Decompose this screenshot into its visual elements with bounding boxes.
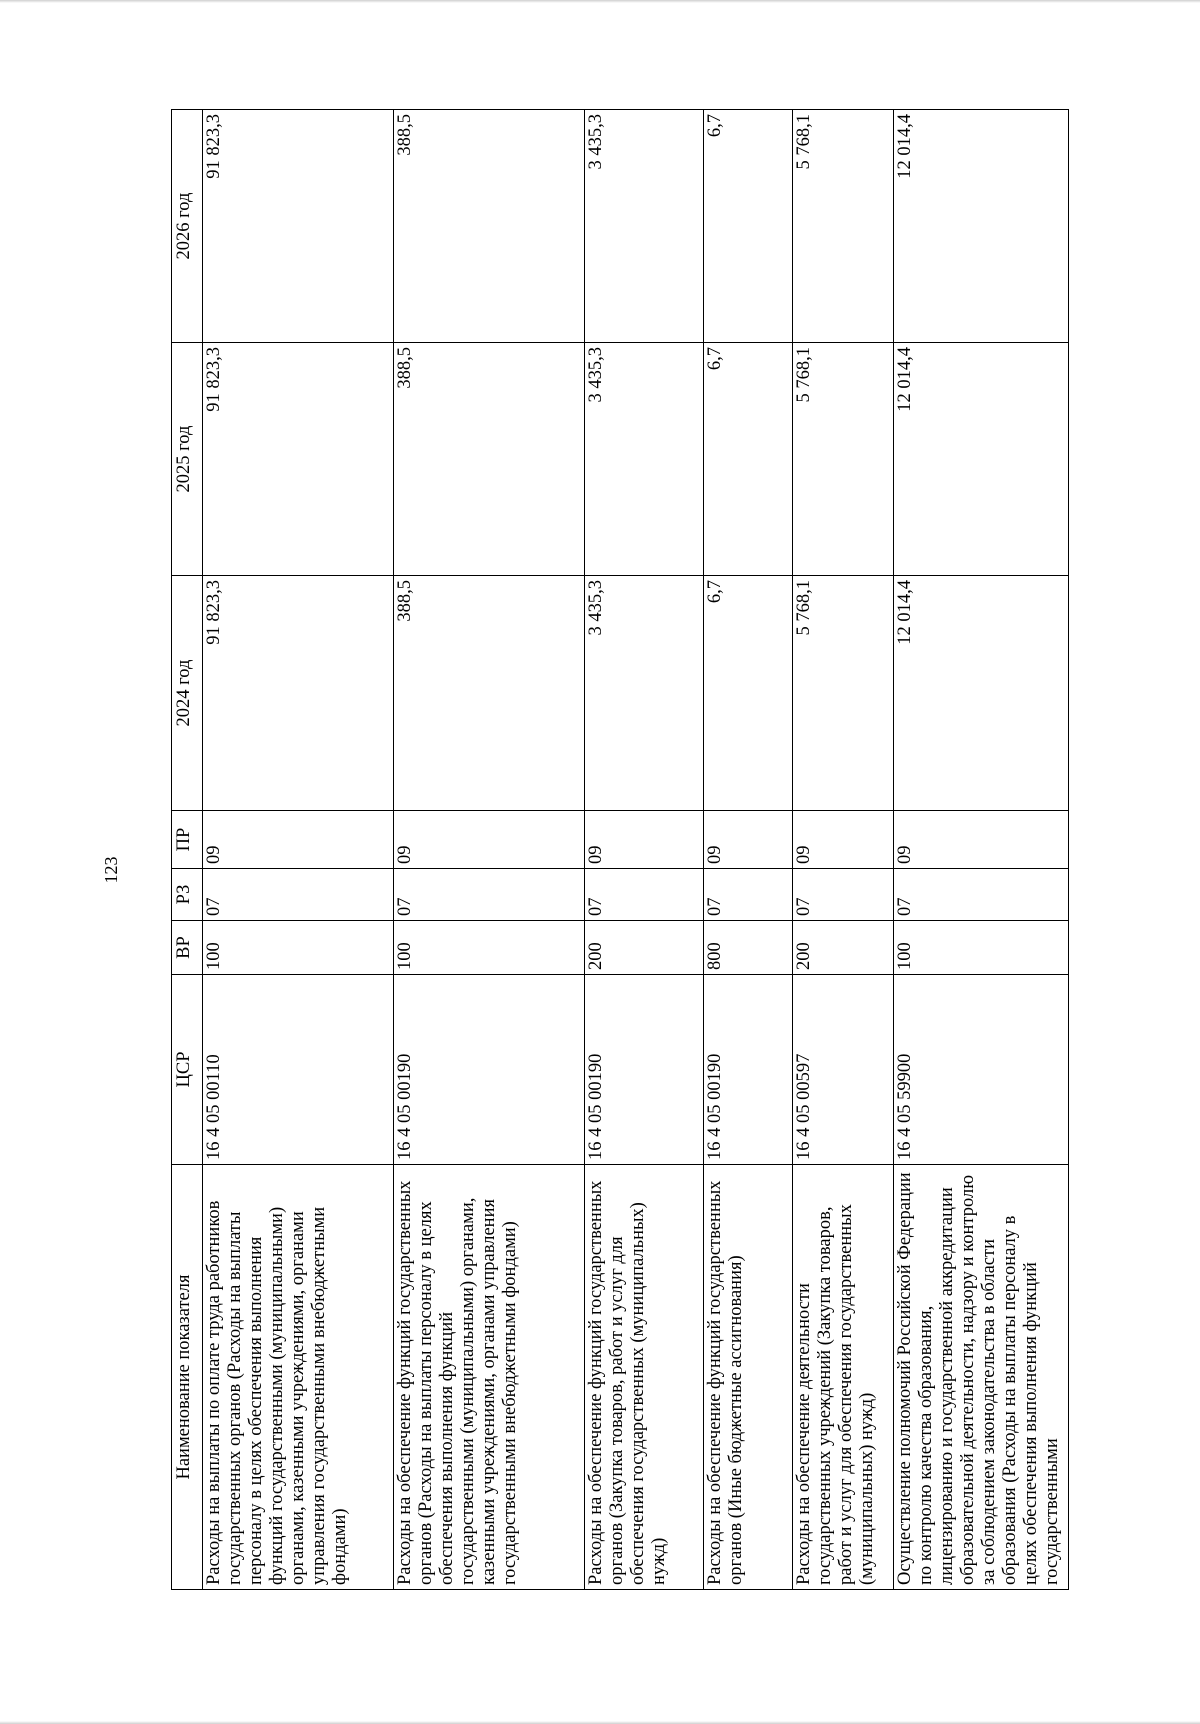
cell-2024: 12 014,4 (894, 576, 1069, 811)
cell-2025: 3 435,3 (585, 343, 704, 576)
cell-vr: 100 (394, 921, 585, 975)
table-row (704, 110, 793, 1590)
cell-rz: 07 (203, 869, 394, 921)
cell-2025: 91 823,3 (203, 343, 394, 576)
page-number: 123 (101, 856, 121, 884)
cell-pr: 09 (394, 811, 585, 869)
document-body (171, 110, 1141, 1590)
table-row (394, 110, 585, 1590)
cell-2025: 388,5 (394, 343, 585, 576)
rotated-page-area (171, 110, 1141, 1590)
cell-pr: 09 (203, 811, 394, 869)
header-2026: 2026 год (172, 110, 203, 343)
cell-pr: 09 (585, 811, 704, 869)
cell-name: Расходы на обеспечение функций государственных органов (Иные бюджетные ассигнования) (704, 1165, 793, 1590)
cell-2024: 3 435,3 (585, 576, 704, 811)
cell-2026: 388,5 (394, 110, 585, 343)
cell-2026: 91 823,3 (203, 110, 394, 343)
cell-vr: 200 (793, 921, 894, 975)
cell-name: Расходы на обеспечение функций государственных органов (Расходы на выплаты персоналу в целях обеспечения выполнения функций государственными (муниципальными) органами, казенными учреждениями, органами управления государственными внебюджетными фондами) (394, 1165, 585, 1590)
cell-rz: 07 (585, 869, 704, 921)
cell-2026: 3 435,3 (585, 110, 704, 343)
table-row (793, 110, 894, 1590)
table-row (203, 110, 394, 1590)
cell-name: Расходы на выплаты по оплате труда работников государственных органов (Расходы на выплаты персоналу в целях обеспечения выполнения функций государственными (муниципальными) органами, казенными учреждениями, органами управления государственными внебюджетными фондами) (203, 1165, 394, 1590)
cell-2025: 6,7 (704, 343, 793, 576)
cell-csr: 16 4 05 00190 (585, 975, 704, 1165)
header-name: Наименование показателя (172, 1165, 203, 1590)
cell-vr: 800 (704, 921, 793, 975)
table-header-row (172, 110, 203, 1590)
cell-vr: 200 (585, 921, 704, 975)
cell-rz: 07 (704, 869, 793, 921)
header-2025: 2025 год (172, 343, 203, 576)
cell-name: Осуществление полномочий Российской Федерации по контролю качества образования, лицензированию и государственной аккредитации образовательной деятельности, надзору и контролю за соблюдением законодательства в области образования (Расходы на выплаты персоналу в целях обеспечения выполнения функций государственными (894, 1165, 1069, 1590)
cell-vr: 100 (203, 921, 394, 975)
scan-edge-top (0, 0, 1200, 3)
cell-csr: 16 4 05 00597 (793, 975, 894, 1165)
cell-rz: 07 (894, 869, 1069, 921)
cell-name: Расходы на обеспечение деятельности государственных учреждений (Закупка товаров, работ и услуг для обеспечения государственных (муниципальных) нужд) (793, 1165, 894, 1590)
cell-rz: 07 (394, 869, 585, 921)
table-row (894, 110, 1069, 1590)
cell-2024: 91 823,3 (203, 576, 394, 811)
cell-vr: 100 (894, 921, 1069, 975)
cell-pr: 09 (704, 811, 793, 869)
cell-2024: 5 768,1 (793, 576, 894, 811)
cell-csr: 16 4 05 00190 (394, 975, 585, 1165)
table-row (585, 110, 704, 1590)
header-2024: 2024 год (172, 576, 203, 811)
cell-2025: 5 768,1 (793, 343, 894, 576)
cell-2026: 6,7 (704, 110, 793, 343)
cell-2026: 12 014,4 (894, 110, 1069, 343)
cell-name: Расходы на обеспечение функций государственных органов (Закупка товаров, работ и услуг для обеспечения государственных (муниципальных) нужд) (585, 1165, 704, 1590)
budget-table (171, 109, 1069, 1590)
cell-2024: 388,5 (394, 576, 585, 811)
cell-csr: 16 4 05 00110 (203, 975, 394, 1165)
cell-2025: 12 014,4 (894, 343, 1069, 576)
header-csr: ЦСР (172, 975, 203, 1165)
header-rz: РЗ (172, 869, 203, 921)
cell-csr: 16 4 05 59900 (894, 975, 1069, 1165)
cell-rz: 07 (793, 869, 894, 921)
cell-pr: 09 (894, 811, 1069, 869)
header-vr: ВР (172, 921, 203, 975)
cell-2024: 6,7 (704, 576, 793, 811)
cell-2026: 5 768,1 (793, 110, 894, 343)
cell-csr: 16 4 05 00190 (704, 975, 793, 1165)
header-pr: ПР (172, 811, 203, 869)
cell-pr: 09 (793, 811, 894, 869)
